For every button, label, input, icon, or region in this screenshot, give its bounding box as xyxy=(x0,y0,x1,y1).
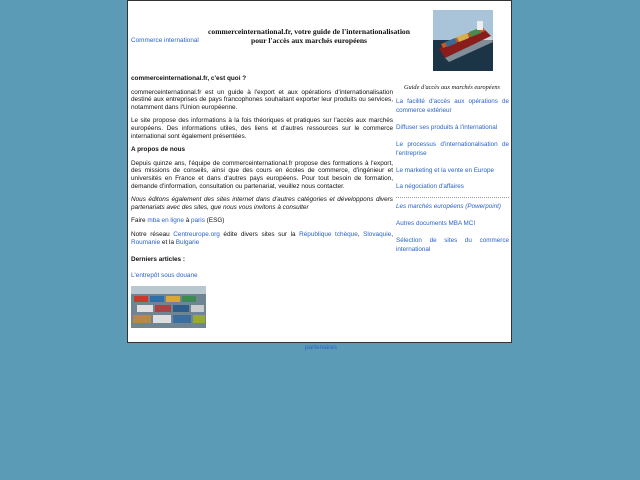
latest-article-link[interactable]: L'entrepôt sous douane xyxy=(131,271,198,279)
mba-suffix: (ESG) xyxy=(204,217,225,225)
romania-link[interactable]: Roumanie xyxy=(131,238,161,246)
latest-articles-heading: Derniers articles : xyxy=(131,256,185,264)
network-mid: édite divers sites sur la xyxy=(219,230,300,238)
mba-mid: à xyxy=(183,217,192,225)
section-heading-what: commerceinternational.fr, c'est quoi ? xyxy=(131,75,247,82)
czech-link[interactable]: République tchèque xyxy=(299,230,358,238)
slovakia-link[interactable]: Slovaquie xyxy=(363,230,392,238)
bulgaria-link[interactable]: Bulgarie xyxy=(175,238,200,246)
sidebar-item[interactable]: La négociation d'affaires xyxy=(396,183,464,191)
partners-link[interactable]: partenaires xyxy=(305,344,337,351)
sidebar-item[interactable]: Les marchés européens (Powerpoint) xyxy=(396,203,502,211)
sidebar-item[interactable]: Sélection de sites du commerce international xyxy=(396,237,509,254)
main-content xyxy=(131,75,393,285)
network-sep: , xyxy=(391,230,393,238)
page-title: commerceinternational.fr, votre guide de l'internationalisation pour l'accès aux marchés européens xyxy=(208,27,410,46)
sidebar-item[interactable]: La facilité d'accès aux opérations de commerce extérieur xyxy=(396,98,509,114)
sidebar-heading: Guide d'accès aux marchés européens xyxy=(403,84,500,91)
network-line xyxy=(131,231,393,246)
mba-line xyxy=(131,217,393,225)
warehouse-thumbnail[interactable] xyxy=(131,286,206,328)
section-heading-about: A propos de nous xyxy=(131,146,186,154)
network-sep: et la xyxy=(160,238,176,246)
container-ship-image xyxy=(433,10,493,71)
partners-paragraph: Nous éditons également des sites internet dans d'autres catégories et développons divers partenariats avec des sites, que nous vous invitons à consulter xyxy=(131,196,393,211)
sidebar-item[interactable]: Autres documents MBA MCI xyxy=(396,220,476,228)
network-prefix: Notre réseau xyxy=(131,230,174,238)
network-sep: , xyxy=(357,230,364,238)
site-link[interactable]: Commerce international xyxy=(131,37,199,44)
sidebar-item[interactable]: Le marketing et la vente en Europe xyxy=(396,166,495,174)
about-paragraph: Depuis quinze ans, l'équipe de commerceinternational.fr propose des formations à l'export, des missions de conseils, ainsi que des cours en écoles de commerce, d'ingénieur et universités en France et dans d'autres pays européens. Pour tout besoin de formation, demande d'information, consultation ou partenariat, veuillez nous contacter. xyxy=(131,159,393,190)
mba-link[interactable]: mba en ligne xyxy=(147,217,184,225)
sidebar-nav xyxy=(396,98,509,263)
site-description-paragraph: Le site propose des informations à la fois théoriques et pratiques sur l'accès aux marchés européens. Des informations utiles, des liens et d'autres ressources sur le commerce international sont également présentées. xyxy=(131,117,393,140)
sidebar-item[interactable]: Le processus d'internationalisation de l'entreprise xyxy=(396,140,509,157)
mba-prefix: Faire xyxy=(131,217,148,225)
sidebar-item[interactable]: Diffuser ses produits à l'international xyxy=(396,123,498,131)
centreurope-link[interactable]: Centreurope.org xyxy=(173,230,220,238)
page-frame xyxy=(127,0,512,343)
paris-link[interactable]: paris xyxy=(191,217,205,225)
sidebar-divider xyxy=(396,197,509,198)
intro-paragraph: commerceinternational.fr est un guide à l'export et aux opérations d'internationalisation destiné aux entreprises de pays francophones souhaitant exporter leur produits ou services, notamment dans l'Union européenne. xyxy=(131,88,393,111)
